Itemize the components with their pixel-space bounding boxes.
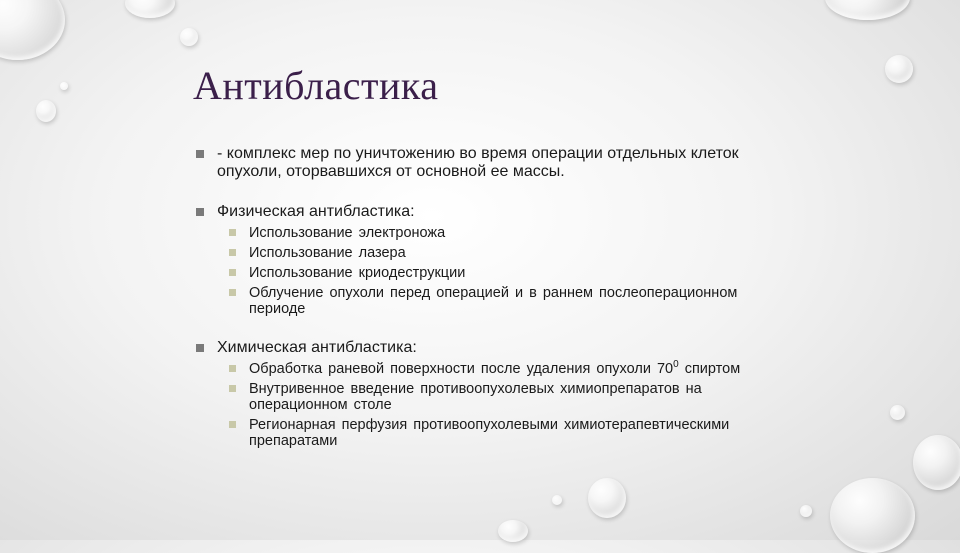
sub-bullet-text: Регионарная перфузия противоопухолевыми химиотерапевтическими препаратами — [249, 417, 730, 449]
water-drop-decoration — [0, 0, 65, 60]
sub-bullet-text: Облучение опухоли перед операцией и в раннем послеоперационном периоде — [249, 285, 738, 317]
square-bullet-icon — [229, 385, 236, 392]
square-bullet-icon — [229, 249, 236, 256]
sub-bullet-item — [193, 417, 773, 449]
square-bullet-icon — [229, 289, 236, 296]
slide-content — [193, 145, 773, 449]
square-bullet-icon — [196, 150, 204, 158]
sub-bullet-item — [193, 225, 773, 241]
square-bullet-icon — [196, 208, 204, 216]
water-drop-decoration — [588, 478, 626, 518]
sub-bullet-item — [193, 285, 773, 317]
degree-superscript: 0 — [673, 359, 679, 371]
sub-bullet-item — [193, 265, 773, 281]
water-drop-decoration — [180, 28, 198, 46]
water-drop-decoration — [913, 435, 960, 490]
sub-bullet-item — [193, 361, 773, 377]
bullet-item — [193, 339, 773, 357]
bullet-text: - комплекс мер по уничтожению во время операции отдельных клеток опухоли, оторвавшихся от основной ее массы. — [217, 145, 739, 180]
water-drop-decoration — [890, 405, 905, 420]
water-drop-decoration — [125, 0, 175, 18]
sub-bullet-text-tail: спиртом — [684, 361, 741, 377]
square-bullet-icon — [229, 269, 236, 276]
water-drop-decoration — [885, 55, 913, 83]
sub-bullet-item — [193, 245, 773, 261]
square-bullet-icon — [229, 421, 236, 428]
water-drop-decoration — [552, 495, 562, 505]
water-drop-decoration — [830, 478, 915, 553]
sub-bullet-text: Использование электроножа — [249, 225, 446, 241]
bullet-item — [193, 203, 773, 221]
bullet-text: Физическая антибластика: — [217, 203, 415, 220]
sub-bullet-text: Обработка раневой поверхности после удаления опухоли 70 — [249, 361, 674, 377]
bullet-item — [193, 145, 773, 181]
bullet-text: Химическая антибластика: — [217, 339, 417, 356]
slide-title: Антибластика — [193, 63, 439, 108]
sub-bullet-text: Использование лазера — [249, 245, 406, 261]
water-drop-decoration — [498, 520, 528, 542]
sub-bullet-text: Внутривенное введение противоопухолевых химиопрепаратов на операционном столе — [249, 381, 702, 413]
square-bullet-icon — [229, 365, 236, 372]
square-bullet-icon — [229, 229, 236, 236]
square-bullet-icon — [196, 344, 204, 352]
water-drop-decoration — [60, 82, 68, 90]
water-drop-decoration — [36, 100, 56, 122]
sub-bullet-text: Использование криодеструкции — [249, 265, 466, 281]
water-drop-decoration — [800, 505, 812, 517]
sub-bullet-item — [193, 381, 773, 413]
water-drop-decoration — [825, 0, 910, 20]
